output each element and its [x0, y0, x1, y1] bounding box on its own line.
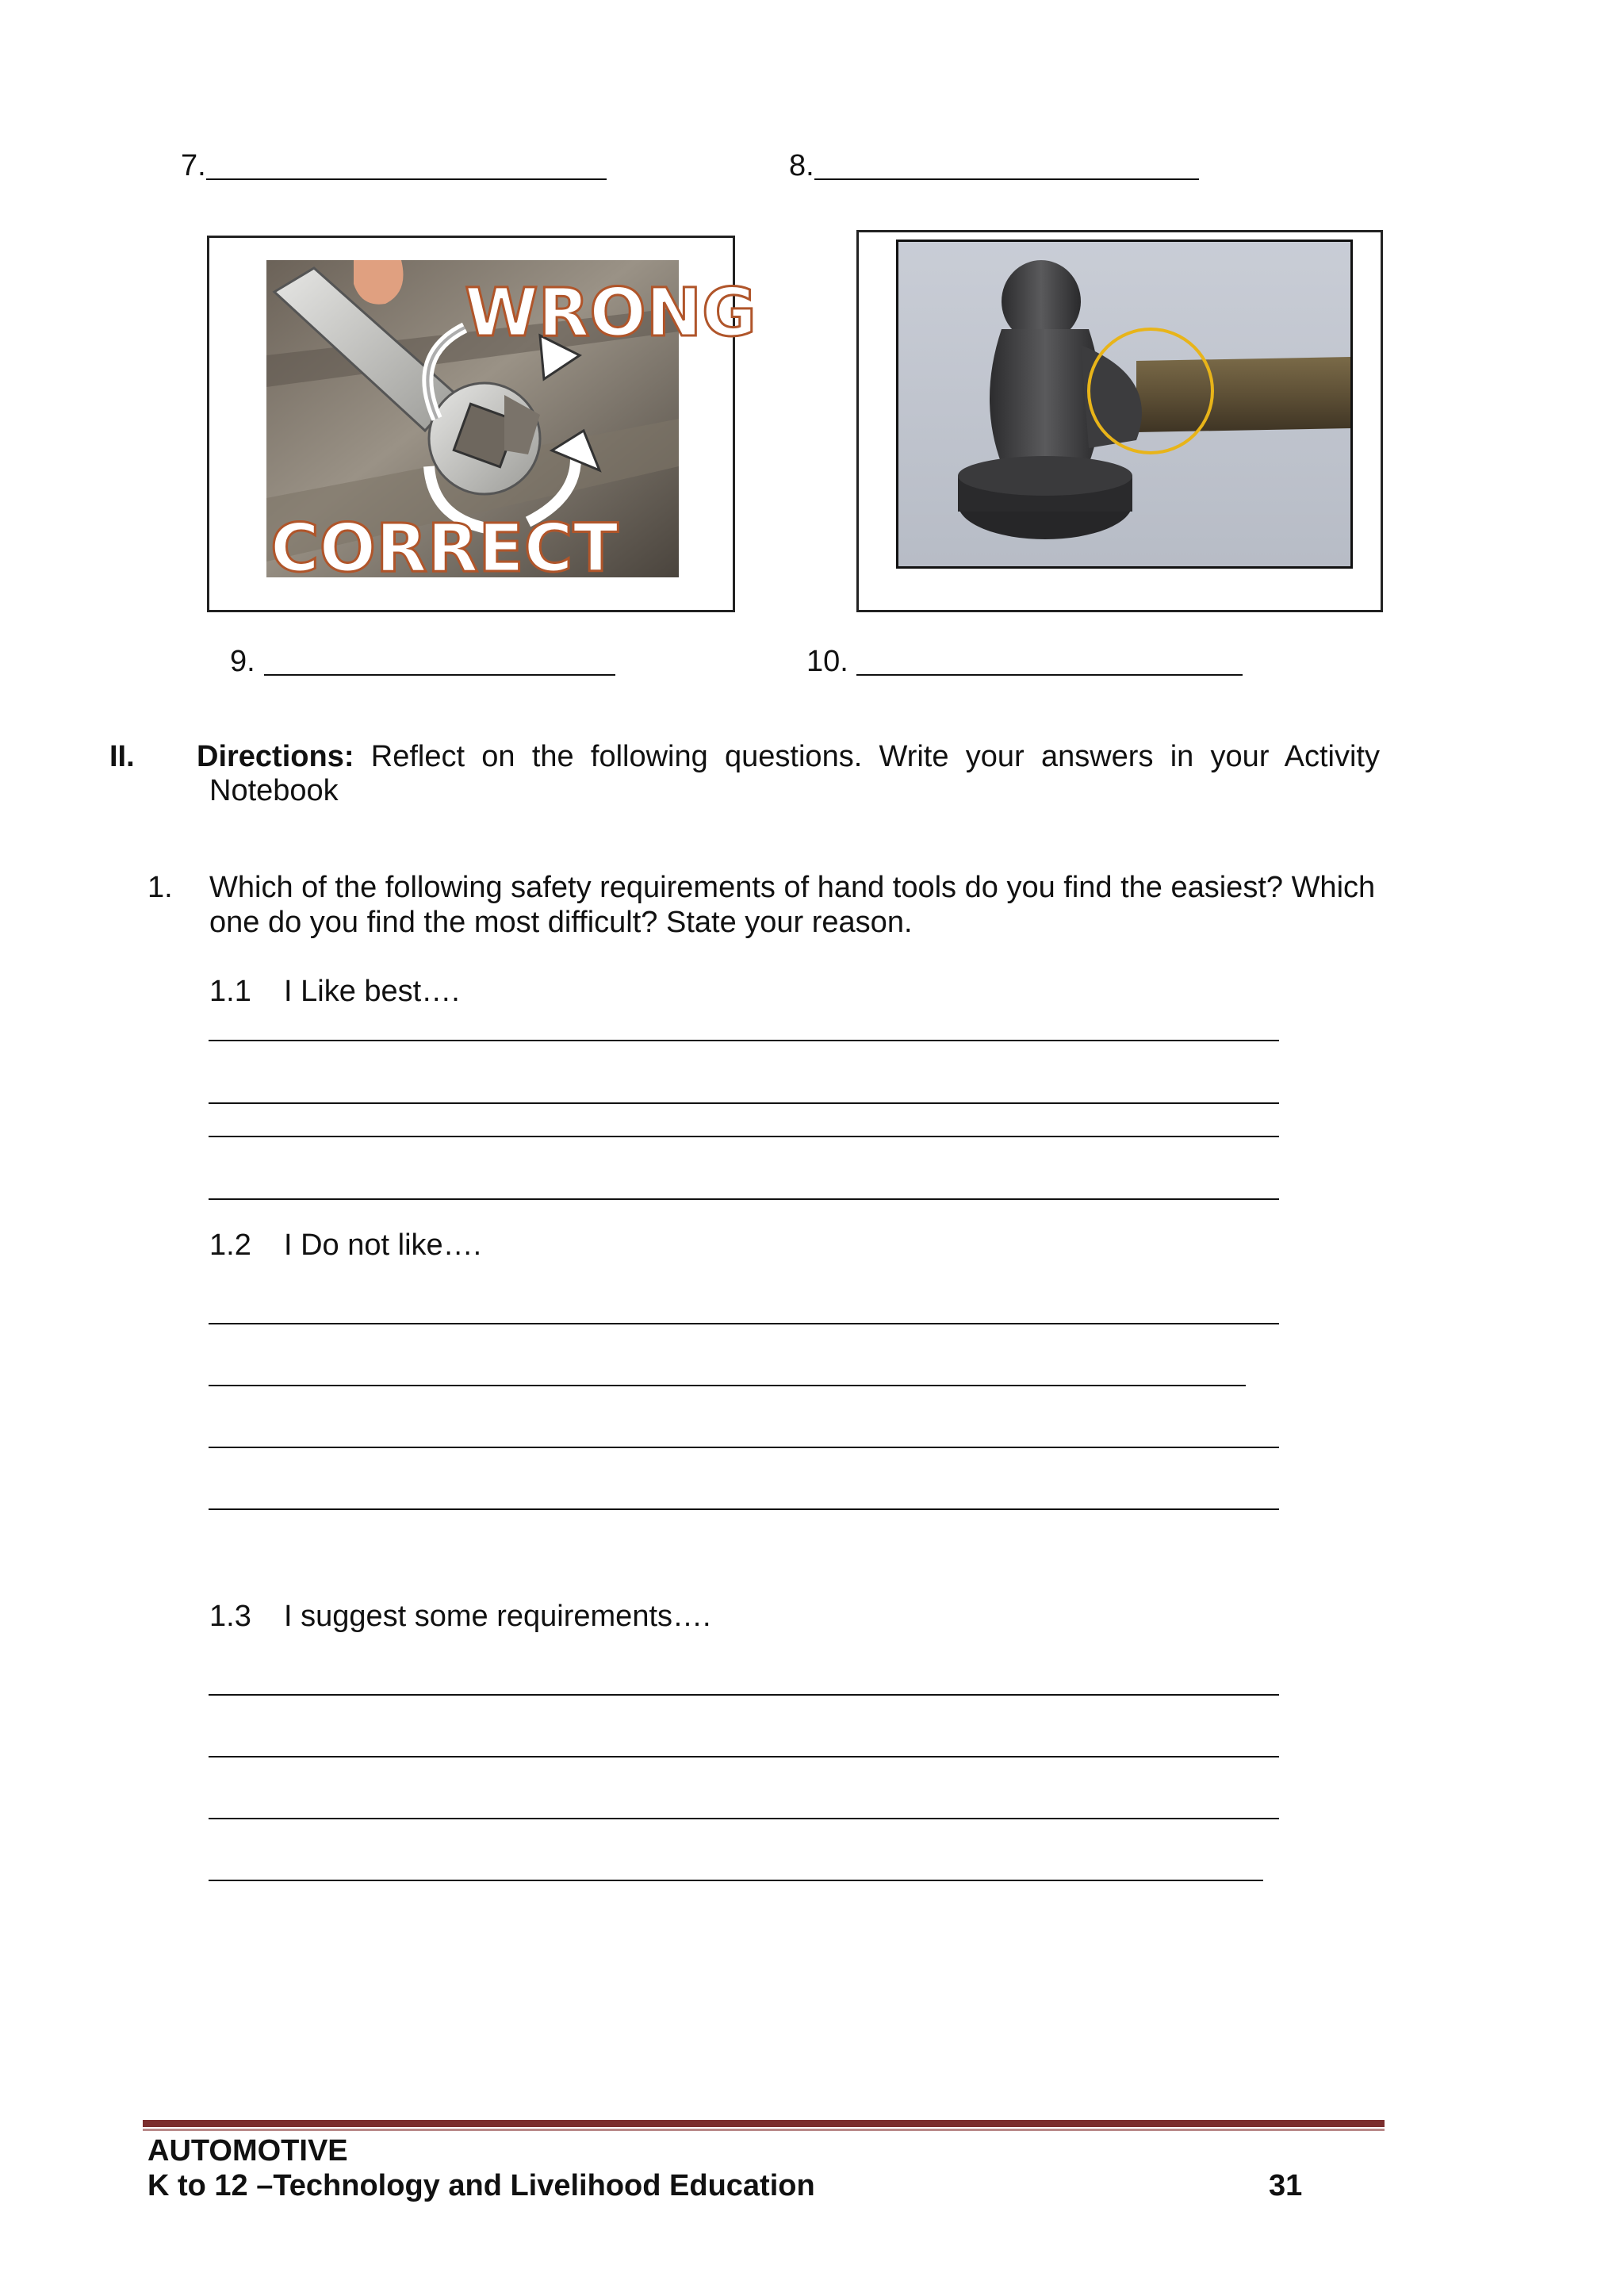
- footer-subject: AUTOMOTIVE: [147, 2134, 348, 2168]
- correct-label: CORRECT: [270, 509, 619, 587]
- subquestion-1-1-text: I Like best….: [284, 975, 460, 1008]
- item-7-answer-line[interactable]: [206, 178, 607, 180]
- answer-line[interactable]: [209, 1102, 1279, 1104]
- question-1-text-line-2: one do you find the most difficult? State your reason.: [209, 906, 913, 939]
- question-1-text-line-1: Which of the following safety requirements of hand tools do you find the easiest? Which: [209, 871, 1376, 904]
- footer-rule: [143, 2120, 1385, 2127]
- section-number: II.: [109, 740, 135, 773]
- item-9-number: 9.: [230, 645, 255, 678]
- subquestion-1-3-text: I suggest some requirements….: [284, 1600, 711, 1633]
- directions-line-2: Notebook: [209, 774, 339, 807]
- answer-line[interactable]: [209, 1323, 1279, 1324]
- subquestion-1-1-number: 1.1: [209, 975, 251, 1008]
- hammer-illustration: [898, 242, 1350, 566]
- wrong-label: WRONG: [465, 274, 756, 351]
- hammer-photo: [896, 240, 1353, 569]
- item-8-answer-line[interactable]: [814, 178, 1199, 180]
- subquestion-1-2-number: 1.2: [209, 1228, 251, 1262]
- answer-line[interactable]: [209, 1880, 1263, 1881]
- item-7-number: 7.: [181, 149, 206, 182]
- footer-course: K to 12 –Technology and Livelihood Education: [147, 2169, 815, 2202]
- answer-line[interactable]: [209, 1694, 1279, 1696]
- answer-line[interactable]: [209, 1385, 1246, 1386]
- item-9-answer-line[interactable]: [264, 674, 615, 676]
- footer-rule-shadow: [143, 2129, 1385, 2131]
- answer-line[interactable]: [209, 1756, 1279, 1757]
- answer-line[interactable]: [209, 1136, 1279, 1137]
- wrench-illustration: [266, 260, 756, 587]
- answer-line[interactable]: [209, 1508, 1279, 1510]
- question-1-number: 1.: [147, 871, 173, 904]
- item-10-answer-line[interactable]: [856, 674, 1243, 676]
- item-10-number: 10.: [806, 645, 848, 678]
- directions-line-1: [197, 739, 1380, 774]
- answer-line[interactable]: [209, 1198, 1279, 1200]
- answer-line[interactable]: [209, 1447, 1279, 1448]
- answer-line[interactable]: [209, 1818, 1279, 1819]
- wrench-photo: [266, 260, 756, 587]
- subquestion-1-3-number: 1.3: [209, 1600, 251, 1633]
- item-8-number: 8.: [789, 149, 814, 182]
- answer-line[interactable]: [209, 1040, 1279, 1041]
- page-number: 31: [1269, 2169, 1303, 2202]
- subquestion-1-2-text: I Do not like….: [284, 1228, 482, 1262]
- directions-label: Directions:: [197, 740, 354, 773]
- directions-text: Reflect on the following questions. Write your answers in your Activity: [370, 740, 1380, 773]
